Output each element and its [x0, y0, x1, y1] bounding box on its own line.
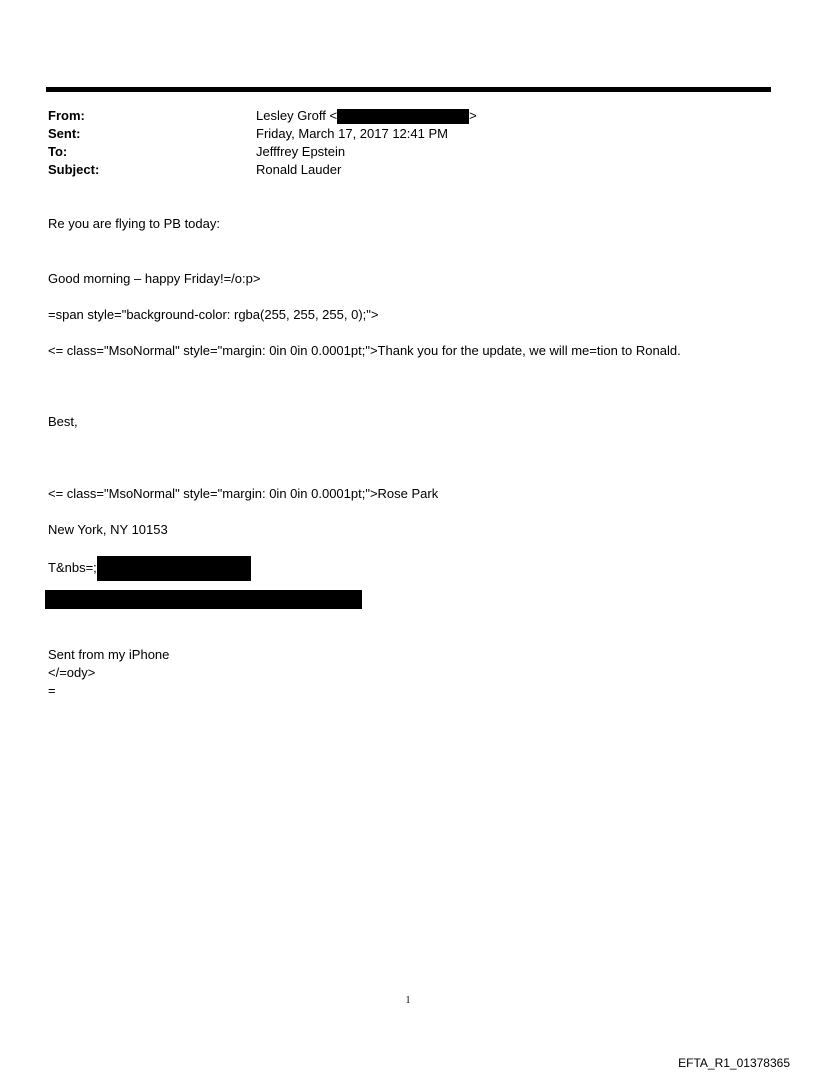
document-id: EFTA_R1_01378365 [678, 1056, 790, 1070]
redaction-box [337, 109, 469, 124]
body-line-4: <= class="MsoNormal" style="margin: 0in 0in 0.0001pt;">Thank you for the update, we will me=tion to Ronald. [48, 343, 681, 358]
body-line-9: Sent from my iPhone [48, 647, 170, 662]
from-value [256, 107, 477, 125]
phone-prefix: T&nbs=; [48, 559, 97, 575]
body-line-3: =span style="background-color: rgba(255, 255, 255, 0);"> [48, 307, 379, 322]
from-open-bracket: < [329, 108, 338, 123]
redaction-box [97, 556, 251, 581]
from-close-bracket: > [469, 108, 477, 123]
page-number: 1 [405, 995, 411, 1006]
body-line-11: = [48, 683, 56, 698]
body-line-8 [48, 556, 251, 581]
sent-label: Sent: [48, 126, 81, 141]
to-label: To: [48, 144, 68, 159]
body-line-10: </=ody> [48, 665, 96, 680]
to-value: Jefffrey Epstein [256, 144, 346, 159]
email-header [48, 107, 768, 179]
body-line-5: Best, [48, 414, 78, 429]
subject-value: Ronald Lauder [256, 162, 342, 177]
body-line-7: New York, NY 10153 [48, 522, 168, 537]
redaction-box [45, 590, 362, 609]
sent-value: Friday, March 17, 2017 12:41 PM [256, 126, 448, 141]
to-row [48, 143, 768, 161]
body-line-2: Good morning – happy Friday!=/o:p> [48, 271, 261, 286]
body-line-6: <= class="MsoNormal" style="margin: 0in 0in 0.0001pt;">Rose Park [48, 486, 439, 501]
sent-row [48, 125, 768, 143]
from-label: From: [48, 108, 85, 123]
subject-row [48, 161, 768, 179]
subject-label: Subject: [48, 162, 100, 177]
from-row [48, 107, 768, 125]
from-name: Lesley Groff [256, 108, 326, 123]
body-line-1: Re you are flying to PB today: [48, 216, 220, 231]
header-rule [46, 87, 771, 92]
